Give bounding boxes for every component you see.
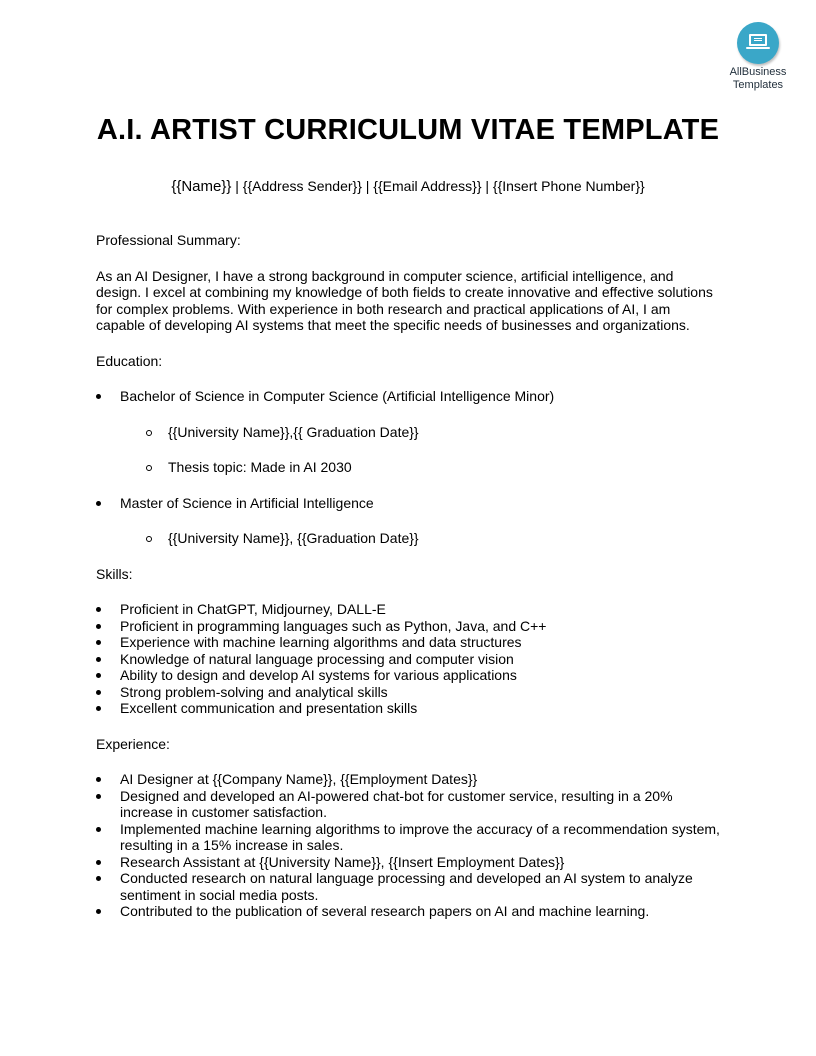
bullet-icon — [96, 501, 101, 506]
skills-heading: Skills: — [96, 565, 133, 582]
list-item — [96, 634, 720, 651]
summary-text: As an AI Designer, I have a strong background in computer science, artificial intelligence, and design. I excel at combining my knowledge of both fields to create innovative and effective solutions for complex problems. With experience in both research and practical applications of AI, I am capable of developing AI systems that meet the specific needs of businesses and organizations. — [96, 267, 713, 333]
list-item — [96, 771, 720, 788]
skill-item: Knowledge of natural language processing and computer vision — [120, 650, 514, 667]
bullet-icon — [96, 640, 101, 645]
list-item — [96, 667, 720, 684]
circle-bullet-icon — [146, 465, 152, 471]
skill-item: Ability to design and develop AI systems for various applications — [120, 667, 517, 683]
skills-list — [96, 601, 720, 717]
document-title: A.I. ARTIST CURRICULUM VITAE TEMPLATE — [96, 114, 720, 146]
contact-details: | {{Address Sender}} | {{Email Address}} | {{Insert Phone Number}} — [231, 178, 645, 194]
skill-item: Excellent communication and presentation skills — [120, 700, 418, 716]
list-item — [96, 903, 720, 920]
bullet-icon — [96, 876, 101, 881]
bullet-icon — [96, 607, 101, 612]
experience-item: Designed and developed an AI-powered chat-bot for customer service, resulting in a 20% increase in customer satisfaction. — [120, 787, 673, 820]
education-list-2 — [96, 495, 720, 512]
bullet-icon — [96, 777, 101, 782]
laptop-icon — [737, 22, 779, 64]
bullet-icon — [96, 794, 101, 799]
list-item — [96, 618, 720, 635]
skill-item: Proficient in programming languages such as Python, Java, and C++ — [120, 617, 547, 634]
skill-item: Experience with machine learning algorithms and data structures — [120, 634, 522, 650]
bullet-icon — [96, 657, 101, 662]
list-item — [96, 700, 720, 717]
degree-1-details — [96, 424, 720, 441]
logo-line-2: Templates — [732, 79, 784, 91]
list-item — [96, 424, 720, 441]
list-item — [96, 601, 720, 618]
logo-text — [722, 66, 794, 92]
bullet-icon — [96, 909, 101, 914]
experience-item: Conducted research on natural language processing and developed an AI system to analyze sentiment in social media posts. — [120, 870, 693, 903]
circle-bullet-icon — [146, 536, 152, 542]
experience-item: AI Designer at {{Company Name}}, {{Employment Dates}} — [120, 771, 478, 787]
bullet-icon — [96, 394, 101, 399]
contact-line — [0, 178, 816, 195]
circle-bullet-icon — [146, 430, 152, 436]
list-item — [96, 821, 720, 854]
experience-item: Implemented machine learning algorithms to improve the accuracy of a recommendation system, resulting in a 15% increase in sales. — [120, 820, 720, 853]
degree-2-details — [96, 530, 720, 547]
resume-body — [96, 232, 720, 920]
skill-item: Proficient in ChatGPT, Midjourney, DALL-E — [120, 601, 386, 617]
education-heading: Education: — [96, 352, 163, 369]
education-list — [96, 388, 720, 405]
list-item — [96, 495, 720, 512]
list-item — [96, 530, 720, 547]
degree-1-university: {{University Name}},{{ Graduation Date}} — [168, 423, 419, 440]
degree-1-thesis: Thesis topic: Made in AI 2030 — [168, 459, 352, 475]
contact-name: {{Name}} — [171, 178, 232, 195]
skill-item: Strong problem-solving and analytical skills — [120, 683, 388, 700]
list-item — [96, 459, 720, 476]
experience-list — [96, 771, 720, 920]
summary-heading: Professional Summary: — [96, 232, 241, 248]
degree-1-thesis-list — [96, 459, 720, 476]
list-item — [96, 854, 720, 871]
experience-item: Contributed to the publication of several research papers on AI and machine learning. — [120, 903, 650, 919]
list-item — [96, 788, 720, 821]
list-item — [96, 870, 720, 903]
experience-item: Research Assistant at {{University Name}}, {{Insert Employment Dates}} — [120, 853, 565, 870]
list-item — [96, 388, 720, 405]
degree-1: Bachelor of Science in Computer Science (Artificial Intelligence Minor) — [120, 388, 555, 404]
bullet-icon — [96, 690, 101, 695]
degree-2-university: {{University Name}}, {{Graduation Date}} — [168, 530, 419, 546]
bullet-icon — [96, 673, 101, 678]
logo-line-1: AllBusiness — [729, 66, 787, 78]
list-item — [96, 684, 720, 701]
list-item — [96, 651, 720, 668]
bullet-icon — [96, 860, 101, 865]
experience-heading: Experience: — [96, 735, 170, 752]
company-logo — [722, 22, 794, 92]
degree-2: Master of Science in Artificial Intelligence — [120, 494, 374, 511]
bullet-icon — [96, 827, 101, 832]
bullet-icon — [96, 624, 101, 629]
bullet-icon — [96, 706, 101, 711]
